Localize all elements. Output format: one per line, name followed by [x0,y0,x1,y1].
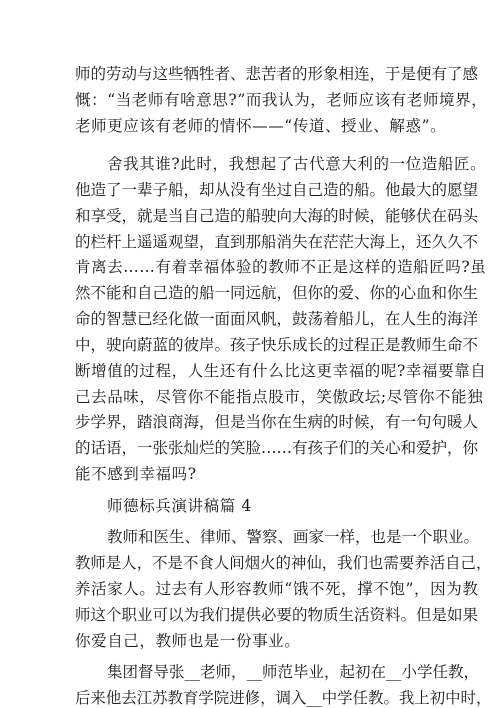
paragraph-line: 命的智慧已经化做一面面风帆，鼓荡着船儿，在人生的海洋 [75,310,479,328]
paragraph-line: 然不能和自己造的船一同远航，但你的爱、你的心血和你生 [75,284,479,303]
paragraph-line: 的话语，一张张灿烂的笑脸……有孩子们的关心和爱护，你 [75,439,479,458]
paragraph-line: 舍我其谁?此时，我想起了古代意大利的一位造船匠。 [107,155,487,173]
paragraph-line: 的栏杆上遥遥观望，直到那船消失在茫茫大海上，还久久不 [75,232,479,251]
paragraph-line: 步学界，踏浪商海，但是当你在生病的时候，有一句句暖人 [75,413,479,432]
paragraph-line: 教师是人，不是不食人间烟火的神仙，我们也需要养活自己， [75,554,492,573]
paragraph-line: 你爱自己，教师也是一份事业。 [75,631,301,650]
paragraph-line: 养活家人。过去有人形容教师“饿不死，撑不饱”，因为教 [75,579,479,598]
paragraph-line: 中，驶向蔚蓝的彼岸。孩子快乐成长的过程正是教师生命不 [75,335,479,354]
paragraph-line: 教师和医生、律师、警察、画家一样，也是一个职业。 [107,528,480,547]
paragraph-line: 集团督导张__老师，__师范毕业，起初在__小学任教， [107,663,480,682]
paragraph-line: 后来他去江苏教育学院进修，调入__中学任教。我上初中时， [75,689,492,707]
paragraph-line: 师这个职业可以为我们提供必要的物质生活资料。但是如果 [75,605,479,624]
section-heading: 师德标兵演讲稿篇 4 [107,496,252,515]
paragraph-line: 肯离去……有着幸福体验的教师不正是这样的造船匠吗?虽 [75,258,487,277]
paragraph-line: 师的劳动与这些牺牲者、悲苦者的形象相连，于是便有了感 [75,65,479,83]
paragraph-line: 他造了一辈子船，却从没有坐过自己造的船。他最大的愿望 [75,180,479,199]
paragraph-line: 能不感到幸福吗? [75,465,197,483]
paragraph-line: 己去品味，尽管你不能指点股市，笑傲政坛;尽管你不能独 [75,387,484,406]
paragraph-line: 和享受，就是当自己造的船驶向大海的时候，能够伏在码头 [75,206,479,225]
paragraph-line: 老师更应该有老师的情怀——“传道、授业、解惑”。 [75,116,447,135]
paragraph-line: 慨：“当老师有啥意思?”而我认为，老师应该有老师境界， [75,90,488,109]
paragraph-line: 断增值的过程，人生还有什么比这更幸福的呢?幸福要靠自 [75,361,487,380]
